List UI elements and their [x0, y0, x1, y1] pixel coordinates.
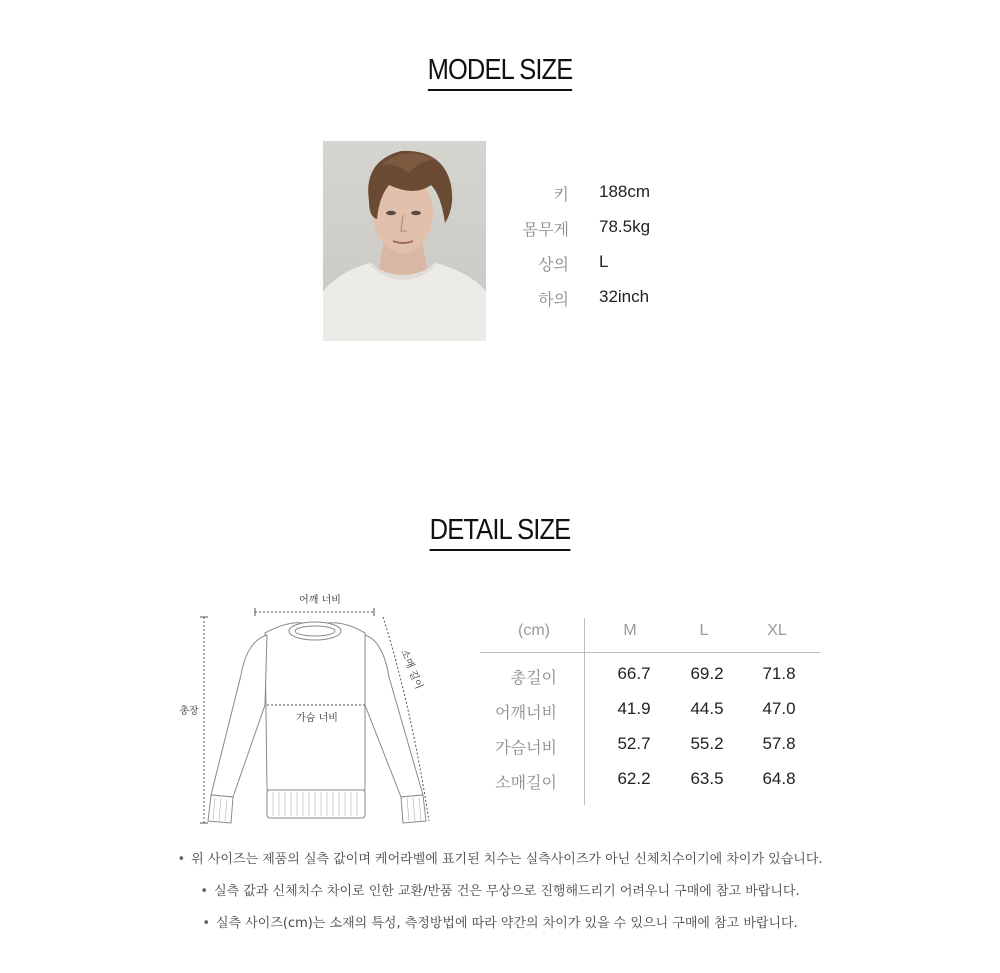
table-cell: 47.0 — [762, 699, 796, 718]
table-cell: 41.9 — [617, 699, 651, 718]
bullet-icon: • — [177, 852, 186, 867]
row-label-total-length: 총길이 — [510, 668, 557, 687]
spec-label: 상의 — [538, 255, 569, 274]
model-photo — [323, 141, 486, 341]
size-note: • 실측 값과 신체치수 차이로 인한 교환/반품 건은 무상으로 진행해드리기 어려우니 구매에 참고 바랍니다. — [200, 884, 800, 899]
row-label-sleeve-length: 소매길이 — [495, 773, 557, 792]
table-cell: 62.2 — [617, 769, 651, 788]
table-cell: 64.8 — [762, 769, 796, 788]
spec-label: 키 — [553, 185, 569, 204]
detail-size-title: DETAIL SIZE — [60, 514, 940, 551]
spec-row-weight — [500, 217, 700, 241]
spec-row-height — [500, 182, 700, 206]
table-cell: 44.5 — [690, 699, 724, 718]
spec-value: 32inch — [599, 287, 650, 306]
table-cell: 55.2 — [690, 734, 724, 753]
spec-value: L — [599, 252, 609, 271]
size-table — [480, 612, 820, 812]
sweater-measurement-diagram — [175, 585, 455, 830]
table-cell: 57.8 — [762, 734, 796, 753]
size-note: • 실측 사이즈(cm)는 소재의 특성, 측정방법에 따라 약간의 차이가 있을 수 있으니 구매에 참고 바랍니다. — [202, 916, 798, 931]
bullet-icon: • — [200, 884, 209, 899]
table-header-divider — [480, 652, 820, 653]
total-length-label: 총장 — [179, 706, 199, 717]
shoulder-width-label: 어깨 너비 — [299, 595, 341, 606]
size-note: • 위 사이즈는 제품의 실측 값이며 케어라벨에 표기된 치수는 실측사이즈가 아닌 신체치수이기에 차이가 있습니다. — [177, 852, 823, 867]
row-label-shoulder-width: 어깨너비 — [495, 703, 557, 722]
sleeve-length-label: 소매 길이 — [398, 648, 425, 691]
spec-value: 188cm — [599, 182, 651, 201]
table-label-divider — [584, 618, 585, 805]
table-unit-header: (cm) — [518, 622, 550, 639]
table-cell: 66.7 — [617, 664, 651, 683]
spec-value: 78.5kg — [599, 217, 651, 236]
spec-row-bottom-size — [500, 287, 700, 311]
bullet-icon: • — [202, 916, 210, 931]
table-cell: 69.2 — [690, 664, 724, 683]
spec-label: 몸무게 — [522, 220, 569, 239]
model-portrait-image — [323, 141, 486, 341]
table-cell: 63.5 — [690, 769, 724, 788]
size-header-xl: XL — [767, 622, 787, 639]
chest-width-label: 가슴 너비 — [296, 713, 338, 724]
table-cell: 71.8 — [762, 664, 796, 683]
row-label-chest-width: 가슴너비 — [495, 738, 557, 757]
spec-row-top-size — [500, 252, 700, 276]
size-header-l: L — [699, 622, 709, 639]
spec-label: 하의 — [538, 290, 569, 309]
size-header-m: M — [623, 622, 637, 639]
table-cell: 52.7 — [617, 734, 651, 753]
model-size-title: MODEL SIZE — [60, 54, 940, 91]
